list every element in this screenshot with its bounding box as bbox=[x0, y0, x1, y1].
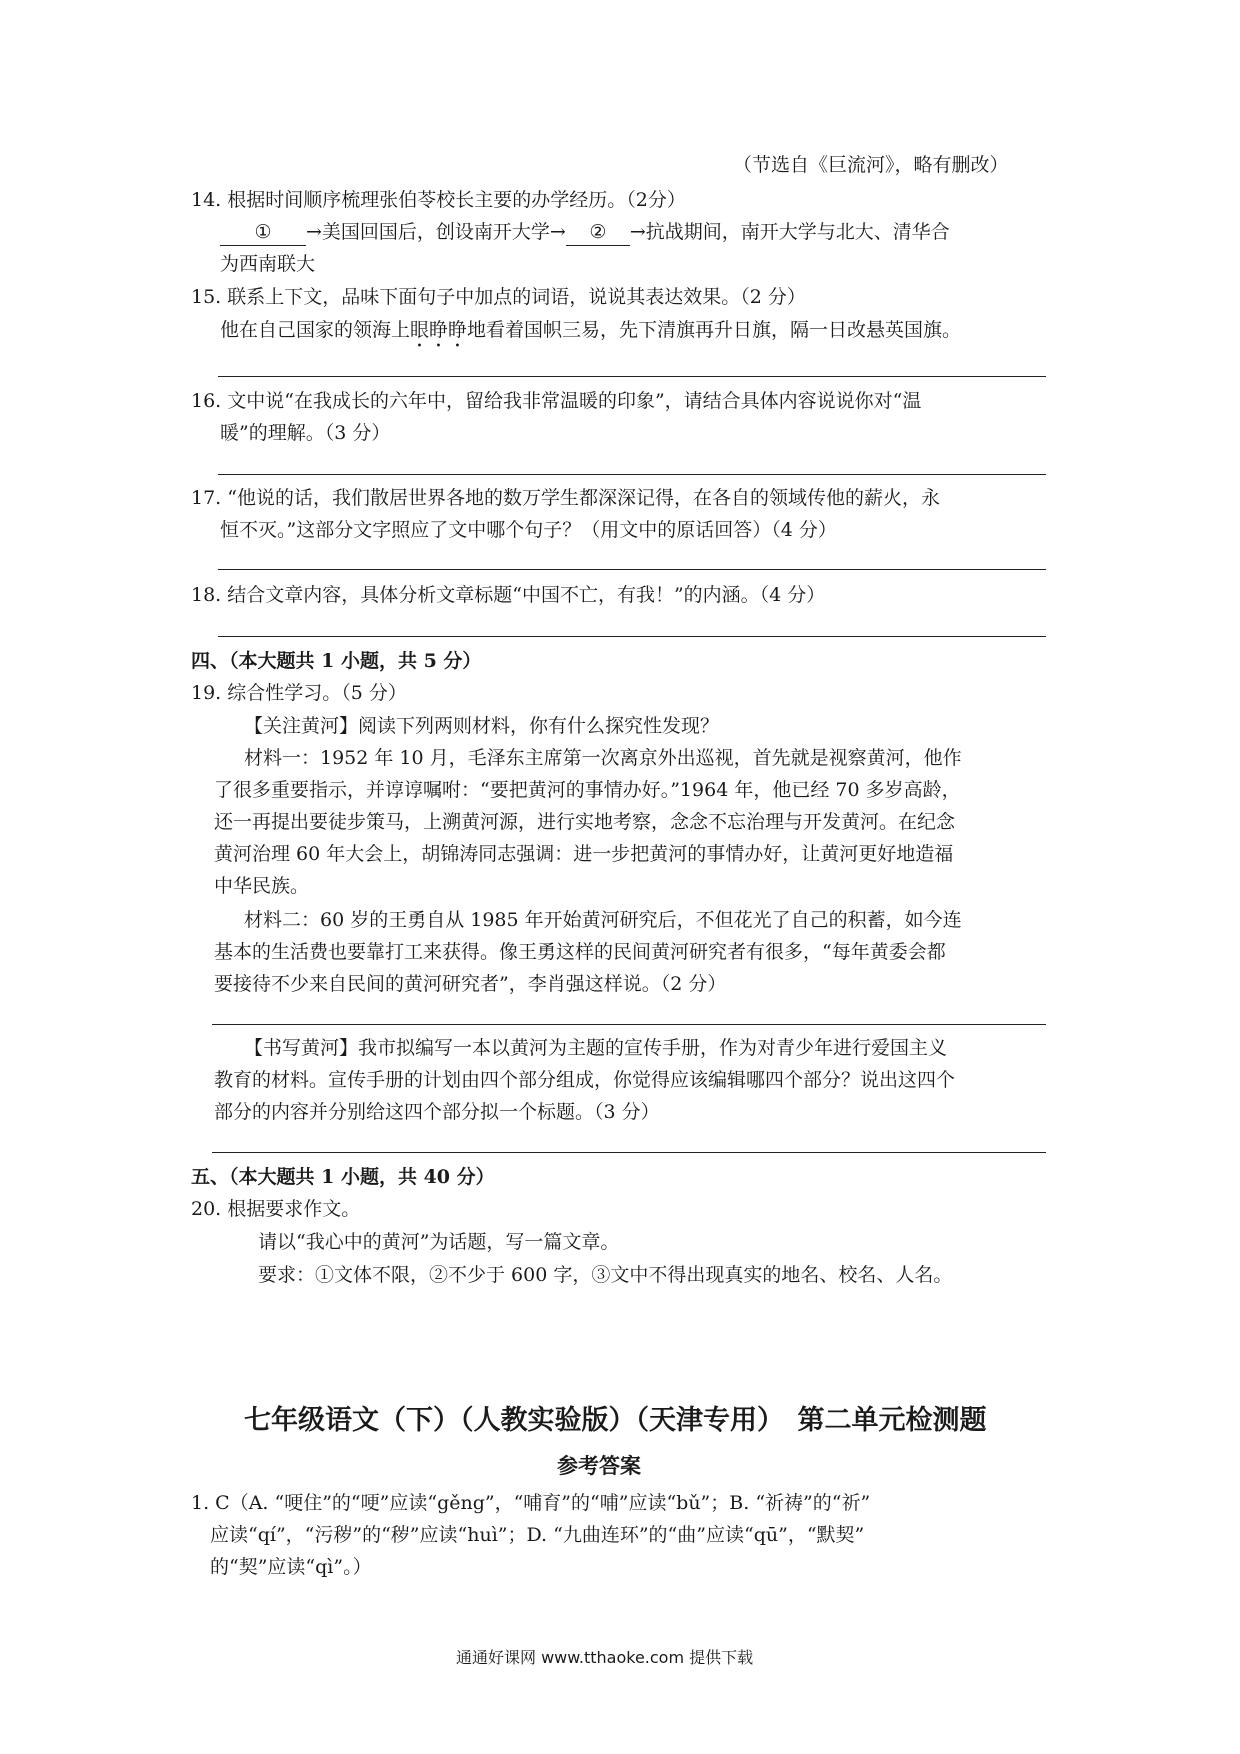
q15-dotted-words: 眼睁睁 bbox=[410, 319, 468, 341]
answer-1-line: 的“契”应读“qì”。） bbox=[210, 1556, 372, 1578]
q15-answer-line[interactable] bbox=[218, 376, 1046, 377]
write-yellow-river-line: 教育的材料。宣传手册的计划由四个部分组成，你觉得应该编辑哪四个部分？说出这四个 bbox=[214, 1069, 956, 1091]
material-1-line: 黄河治理 60 年大会上，胡锦涛同志强调：进一步把黄河的事情办好，让黄河更好地造福 bbox=[214, 843, 954, 865]
material-2-line: 基本的生活费也要靠打工来获得。像王勇这样的民间黄河研究者有很多，“每年黄委会都 bbox=[214, 941, 946, 963]
q15-pre: 他在自己国家的领海上 bbox=[220, 319, 411, 341]
material-1-line: 了很多重要指示，并谆谆嘱咐：“要把黄河的事情办好。”1964 年，他已经 70 多岁高龄， bbox=[214, 779, 961, 801]
answer-1-line: 1. C（A. “哽住”的“哽”应读“gěng”，“哺育”的“哺”应读“bǔ”；B. “祈祷”的“祈” bbox=[191, 1492, 871, 1514]
q14-end: →抗战期间，南开大学与北大、清华合 bbox=[629, 221, 950, 243]
q20-topic: 请以“我心中的黄河”为话题，写一篇文章。 bbox=[258, 1231, 620, 1253]
answer-1-line: 应读“qí”，“污秽”的“秽”应读“huì”；D. “九曲连环”的“曲”应读“qū”，“默契” bbox=[210, 1524, 865, 1546]
answer-title: 七年级语文（下）（人教实验版）（天津专用） 第二单元检测题 bbox=[244, 1405, 987, 1436]
answer-subtitle: 参考答案 bbox=[557, 1454, 641, 1478]
q14-blank-2[interactable]: ② bbox=[566, 219, 630, 246]
q15-sentence bbox=[220, 317, 961, 352]
source-note: （节选自《巨流河》，略有删改） bbox=[733, 154, 1009, 176]
q19-stem: 19. 综合性学习。（5 分） bbox=[191, 682, 407, 704]
material-2-line: 要接待不少来自民间的黄河研究者”，李肖强这样说。（2 分） bbox=[214, 973, 727, 995]
q18-answer-line[interactable] bbox=[218, 636, 1046, 637]
material-2-line: 材料二：60 岁的王勇自从 1985 年开始黄河研究后，不但花光了自己的积蓄，如今连 bbox=[244, 909, 962, 931]
write-yellow-river-line: 【书写黄河】我市拟编写一本以黄河为主题的宣传手册，作为对青少年进行爱国主义 bbox=[244, 1037, 948, 1059]
q19-answer-line-1[interactable] bbox=[212, 1024, 1046, 1025]
q16-answer-line[interactable] bbox=[218, 474, 1046, 475]
q15-stem: 15. 联系上下文，品味下面句子中加点的词语，说说其表达效果。（2 分） bbox=[191, 286, 806, 308]
material-1-line: 中华民族。 bbox=[214, 875, 310, 897]
material-1-line: 材料一：1952 年 10 月，毛泽东主席第一次离京外出巡视，首先就是视察黄河，他作 bbox=[244, 747, 962, 769]
section-5-heading: 五、（本大题共 1 小题，共 40 分） bbox=[191, 1166, 495, 1188]
material-1-line: 还一再提出要徒步策马，上溯黄河源，进行实地考察，念念不忘治理与开发黄河。在纪念 bbox=[214, 811, 956, 833]
q20-requirements: 要求：①文体不限，②不少于 600 字，③文中不得出现真实的地名、校名、人名。 bbox=[258, 1264, 953, 1286]
q16-stem-1: 16. 文中说“在我成长的六年中，留给我非常温暖的印象”，请结合具体内容说说你对“温 bbox=[191, 390, 922, 412]
q19-answer-line-2[interactable] bbox=[212, 1152, 1046, 1153]
q14-chain bbox=[220, 219, 950, 246]
q17-stem-2: 恒不灭。”这部分文字照应了文中哪个句子？（用文中的原话回答）（4 分） bbox=[220, 519, 837, 541]
q14-blank-1[interactable]: ① bbox=[220, 219, 306, 246]
q14-line3: 为西南联大 bbox=[220, 253, 316, 275]
q15-post: 地看着国帜三易，先下清旗再升日旗，隔一日改悬英国旗。 bbox=[467, 319, 962, 341]
write-yellow-river-line: 部分的内容并分别给这四个部分拟一个标题。（3 分） bbox=[214, 1101, 660, 1123]
q18-stem: 18. 结合文章内容，具体分析文章标题“中国不亡，有我！”的内涵。（4 分） bbox=[191, 584, 826, 606]
q17-stem-1: 17. “他说的话，我们散居世界各地的数万学生都深深记得，在各自的领域传他的薪火，永 bbox=[191, 487, 940, 509]
q17-answer-line[interactable] bbox=[218, 569, 1046, 570]
q16-stem-2: 暖”的理解。（3 分） bbox=[220, 422, 391, 444]
q19-intro: 【关注黄河】阅读下列两则材料，你有什么探究性发现？ bbox=[244, 715, 720, 737]
q14-mid: →美国回国后，创设南开大学→ bbox=[306, 221, 566, 243]
section-4-heading: 四、（本大题共 1 小题，共 5 分） bbox=[191, 650, 482, 672]
q20-stem: 20. 根据要求作文。 bbox=[191, 1198, 361, 1220]
q14-stem: 14. 根据时间顺序梳理张伯苓校长主要的办学经历。（2分） bbox=[191, 189, 686, 211]
footer-text: 通通好课网 www.tthaoke.com 提供下载 bbox=[456, 1648, 754, 1667]
